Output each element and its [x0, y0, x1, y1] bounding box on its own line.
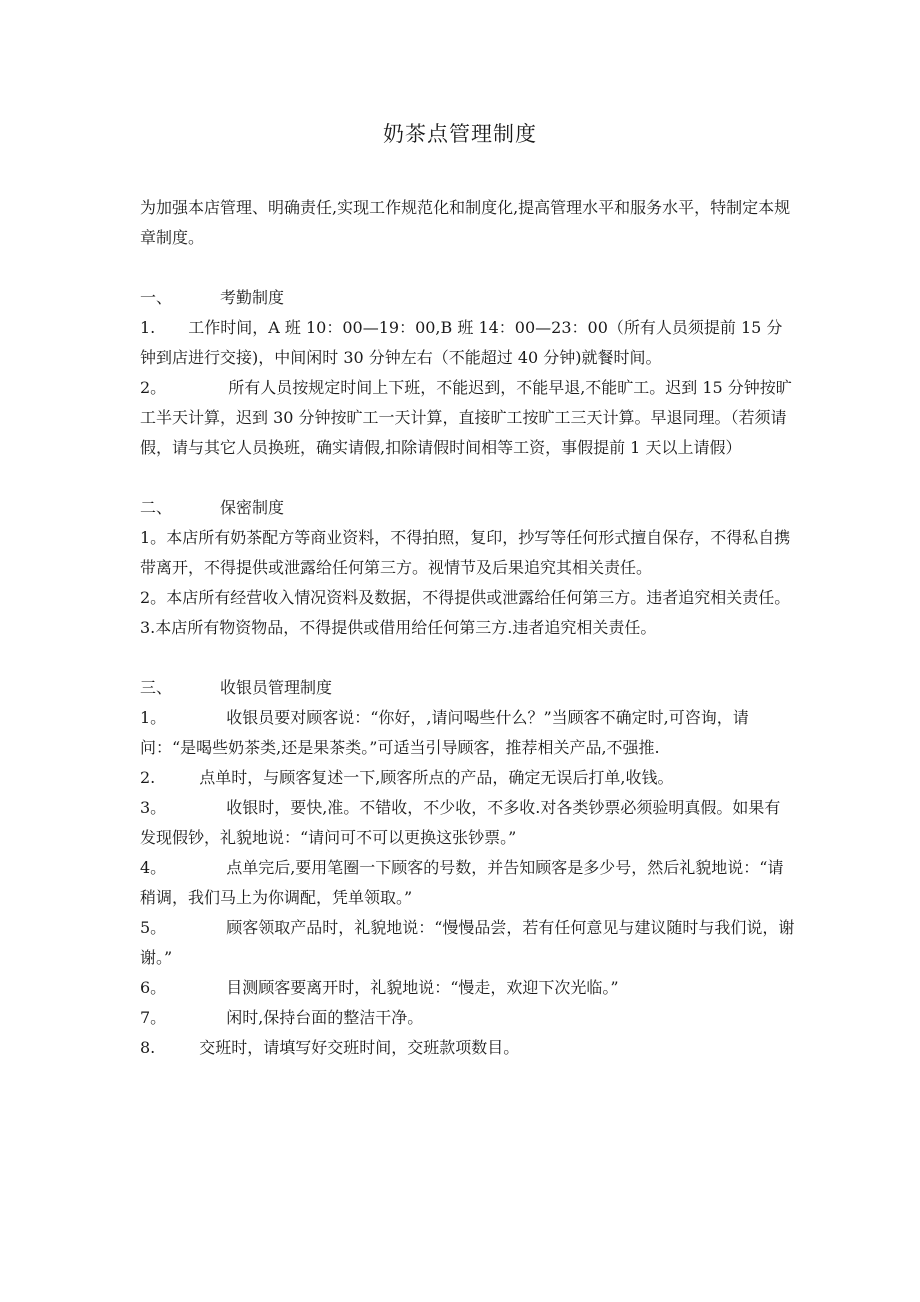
- item-text: 本店所有物资物品，不得提供或借用给任何第三方.违者追究相关责任。: [155, 618, 657, 637]
- item-number: 4。: [140, 858, 167, 877]
- list-item: [140, 703, 795, 763]
- list-item: [140, 313, 795, 373]
- section-number: 三、: [140, 678, 173, 697]
- section-title: 考勤制度: [220, 288, 285, 307]
- item-text: 所有人员按规定时间上下班，不能迟到，不能早退,不能旷工。迟到 15 分钟按旷工半天计算，迟到 30 分钟按旷工一天计算，直接旷工按旷工三天计算。早退同理。（若须请假，请与其它人员换班，确实请假,扣除请假时间相等工资，事假提前 1 天以上请假）: [140, 378, 792, 457]
- item-text: 本店所有经营收入情况资料及数据，不得提供或泄露给任何第三方。违者追究相关责任。: [166, 588, 791, 607]
- item-number: 5。: [140, 918, 167, 937]
- list-item: [140, 583, 795, 613]
- list-item: [140, 1003, 795, 1033]
- item-text: 点单完后,要用笔圈一下顾客的号数，并告知顾客是多少号，然后礼貌地说：“请稍调，我们马上为你调配，凭单领取。”: [140, 858, 784, 907]
- item-number: 7。: [140, 1008, 167, 1027]
- section-heading-cashier: [140, 673, 795, 703]
- list-item: [140, 1033, 795, 1063]
- section-heading-confidentiality: [140, 493, 795, 523]
- item-number: 8.: [140, 1038, 156, 1057]
- list-item: [140, 613, 795, 643]
- page-title: 奶茶点管理制度: [383, 122, 537, 146]
- list-item: [140, 853, 795, 913]
- item-number: 3.: [140, 618, 156, 637]
- list-item: [140, 913, 795, 973]
- list-item: [140, 373, 795, 463]
- item-number: 2.: [140, 768, 156, 787]
- section-title: 保密制度: [220, 498, 285, 517]
- item-number: 1.: [140, 318, 156, 337]
- item-text: 顾客领取产品时，礼貌地说：“慢慢品尝，若有任何意见与建议随时与我们说，谢谢。”: [140, 918, 795, 967]
- list-item: [140, 763, 795, 793]
- section-heading-attendance: [140, 283, 795, 313]
- document-body: [140, 193, 795, 1063]
- item-number: 1。: [140, 528, 167, 547]
- item-number: 1。: [140, 708, 167, 727]
- item-text: 工作时间，A 班 10：00—19：00,B 班 14：00—23：00（所有人员须提前 15 分钟到店进行交接)，中间闲时 30 分钟左右（不能超过 40 分钟)就餐时间。: [140, 318, 783, 367]
- section-number: 一、: [140, 288, 173, 307]
- item-text: 点单时，与顾客复述一下,顾客所点的产品，确定无误后打单,收钱。: [199, 768, 674, 787]
- item-number: 3。: [140, 798, 167, 817]
- item-text: 本店所有奶茶配方等商业资料，不得拍照，复印，抄写等任何形式擅自保存，不得私自携带离开，不得提供或泄露给任何第三方。视情节及后果追究其相关责任。: [140, 528, 791, 577]
- list-item: [140, 793, 795, 853]
- item-text: 目测顾客要离开时，礼貌地说：“慢走，欢迎下次光临。”: [226, 978, 619, 997]
- section-title: 收银员管理制度: [220, 678, 333, 697]
- section-number: 二、: [140, 498, 173, 517]
- list-item: [140, 523, 795, 583]
- item-text: 收银时，要快,准。不错收，不少收，不多收.对各类钞票必须验明真假。如果有发现假钞，礼貌地说：“请问可不可以更换这张钞票。”: [140, 798, 781, 847]
- item-text: 交班时，请填写好交班时间，交班款项数目。: [199, 1038, 520, 1057]
- intro-paragraph: 为加强本店管理、明确责任,实现工作规范化和制度化,提高管理水平和服务水平，特制定本规章制度。: [140, 198, 791, 247]
- item-number: 2。: [140, 588, 167, 607]
- item-text: 闲时,保持台面的整洁干净。: [226, 1008, 424, 1027]
- item-number: 2。: [140, 378, 167, 397]
- item-text: 收银员要对顾客说：“你好，,请问喝些什么？”当顾客不确定时,可咨询，请问：“是喝些奶茶类,还是果茶类。”可适当引导顾客，推荐相关产品,不强推.: [140, 708, 749, 757]
- item-number: 6。: [140, 978, 167, 997]
- list-item: [140, 973, 795, 1003]
